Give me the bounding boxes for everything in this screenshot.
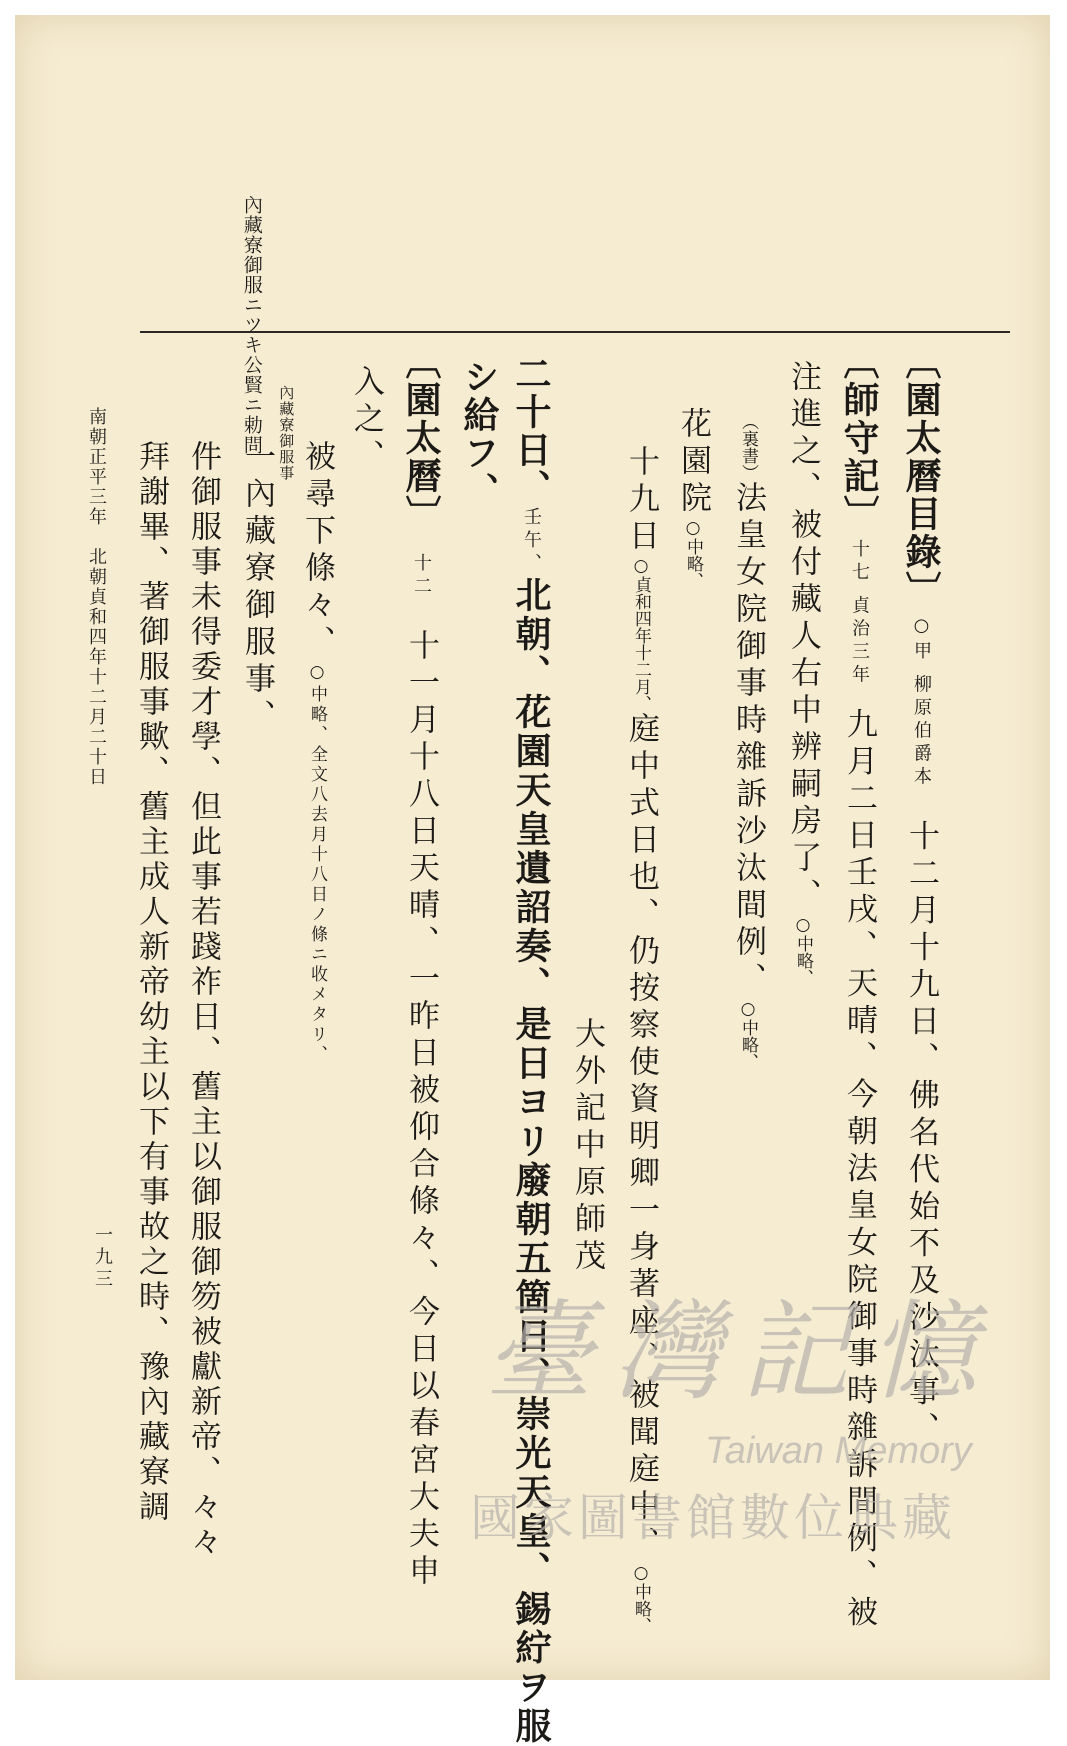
annotation: ○中略、全文八去月十八日ノ條ニ收メタリ、 bbox=[307, 662, 327, 1065]
column-5 bbox=[675, 407, 711, 589]
book-page bbox=[15, 15, 1050, 1746]
text-line: 被尋下條々、 bbox=[299, 440, 335, 662]
entry-date: 二十日、 bbox=[510, 355, 552, 507]
watermark-subtitle: Taiwan Memory bbox=[705, 1430, 972, 1472]
column-6 bbox=[623, 445, 659, 1634]
page-number: 一九三 bbox=[92, 1225, 113, 1291]
column-3 bbox=[785, 360, 821, 986]
side-note: 內藏寮御服ニツキ公賢ニ勅問 bbox=[240, 195, 263, 455]
column-14 bbox=[185, 440, 221, 1560]
text-line: 九月二日壬戌、天晴、今朝法皇女院御事時雜訴間例、被 bbox=[841, 707, 877, 1633]
watermark-logo: 臺灣記憶 bbox=[485, 1290, 998, 1415]
source-title: 〔園太曆目錄〕 bbox=[900, 343, 942, 609]
annotation: ○中略、 bbox=[683, 518, 703, 589]
entry-text: シ給フ、 bbox=[458, 358, 500, 510]
text-line: 拜謝畢、著御服事歟、舊主成人新帝幼主以下有事故之時、豫內藏寮調 bbox=[133, 440, 169, 1525]
annotation: ○中略、 bbox=[631, 1563, 651, 1634]
annotation: 十二 bbox=[411, 553, 432, 599]
column-13 bbox=[239, 440, 275, 736]
text-line: 一內藏寮御服事、 bbox=[239, 440, 275, 736]
text-line: 件御服事未得委才學、但此事若踐祚日、舊主以御服御笏被獻新帝、々々 bbox=[185, 440, 221, 1560]
annotation: （裏書） bbox=[738, 413, 758, 481]
column-12 bbox=[299, 440, 335, 1065]
running-head: 南朝正平三年 北朝貞和四年十二月二十日 bbox=[86, 407, 107, 787]
annotation: 十七 貞治三年 bbox=[849, 539, 870, 688]
annotation: ○貞和四年十二月、 bbox=[631, 556, 651, 712]
column-11 bbox=[348, 365, 384, 476]
text-line: 大外記中原師茂 bbox=[569, 1017, 605, 1276]
text-line: 十二月十九日、佛名代始不及沙汰事、 bbox=[903, 819, 939, 1449]
column-7 bbox=[569, 1017, 605, 1276]
column-9 bbox=[458, 358, 500, 510]
text-line: 花園院 bbox=[675, 407, 711, 518]
column-10 bbox=[400, 343, 442, 1591]
entry-text: 北朝、花園天皇遺詔奏、是日ヨリ廢朝五箇日、崇光天皇、錫紵ヲ服 bbox=[510, 576, 552, 1746]
source-title: 〔園太曆〕 bbox=[400, 343, 442, 533]
text-line: 十九日 bbox=[623, 445, 659, 556]
annotation: ○甲 柳原伯爵本 bbox=[911, 615, 932, 790]
text-line: 注進之、被付藏人右中辨嗣房了、 bbox=[785, 360, 821, 915]
watermark-library: 國家圖書館數位典藏 bbox=[470, 1489, 956, 1547]
header-rule bbox=[140, 331, 1010, 333]
text-line: 入之、 bbox=[348, 365, 384, 476]
source-title: 〔師守記〕 bbox=[838, 343, 880, 533]
column-15 bbox=[133, 440, 169, 1525]
column-4 bbox=[730, 413, 766, 1070]
annotation: ○中略、 bbox=[793, 915, 813, 986]
annotation: ○中略、 bbox=[738, 999, 758, 1070]
annotation: 壬午、 bbox=[521, 507, 542, 576]
text-line: 庭中式日也、仍按察使資明卿一身著座、被聞庭中、 bbox=[623, 712, 659, 1563]
text-line: 十一月十八日天晴、一昨日被仰合條々、今日以春宮大夫申 bbox=[403, 629, 439, 1591]
marginal-note: 內藏寮御服事 bbox=[277, 385, 296, 481]
text-line: 法皇女院御事時雜訴沙汰間例、 bbox=[730, 481, 766, 999]
